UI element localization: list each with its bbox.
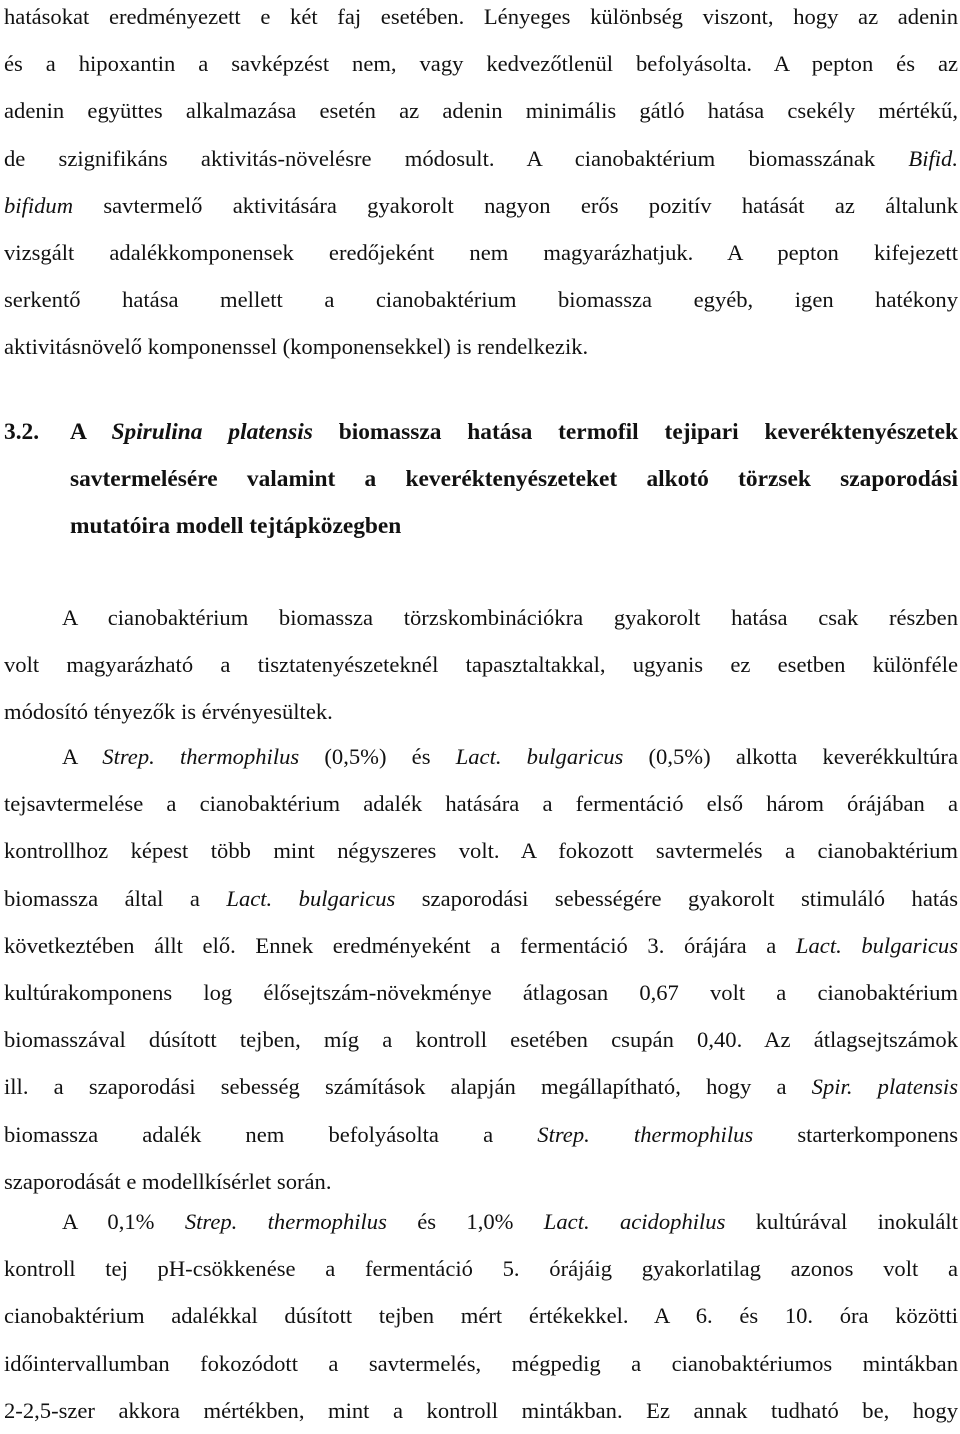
species-name: Strep. thermophilus (102, 744, 300, 769)
text-line: serkentő hatása mellett a cianobaktérium biomassza egyéb, igen hatékony (4, 287, 958, 313)
text-line: A cianobaktérium biomassza törzskombinációkra gyakorolt hatása csak részben (62, 605, 958, 630)
species-name: Lact. bulgaricus (455, 744, 624, 769)
heading-text: A (70, 419, 112, 445)
text-line: kontroll tej pH-csökkenése a fermentáció 5. órájáig gyakorlatilag azonos volt a (4, 1256, 958, 1282)
section-number: 3.2. (4, 419, 40, 445)
species-name: Lact. bulgaricus (226, 885, 396, 911)
heading-line: mutatóira modell tejtápközegben (70, 513, 402, 539)
text-line: módosító tényezők is érvényesültek. (4, 699, 333, 725)
text-line (4, 182, 958, 229)
text-line (4, 1111, 958, 1158)
text-run: következtében állt elő. Ennek eredményeként a fermentáció 3. órájára a (4, 932, 796, 958)
text-line (4, 1198, 958, 1245)
text-line: volt magyarázható a tisztatenyészeteknél tapasztaltakkal, ugyanis ez esetben különféle (4, 652, 958, 678)
species-name: Lact. acidophilus (543, 1209, 726, 1234)
text-line: cianobaktérium adalékkal dúsított tejben mért értékekkel. A 6. és 10. óra közötti (4, 1303, 958, 1329)
species-name: bifidum (4, 192, 74, 218)
text-line: adenin együttes alkalmazása esetén az adenin minimális gátló hatása csekély mértékű, (4, 98, 958, 124)
text-line: tejsavtermelése a cianobaktérium adalék hatására a fermentáció első három órájában a (4, 791, 958, 817)
species-name: Strep. thermophilus (537, 1121, 754, 1147)
text-run: A 0,1% (62, 1209, 185, 1234)
text-line (4, 1063, 958, 1110)
paragraph-thermophilus-bulgaricus (4, 733, 958, 1205)
heading-text: biomassza hatása termofil tejipari keveréktenyészetek (312, 419, 958, 445)
section-heading (4, 409, 958, 550)
heading-line: savtermelésére valamint a keveréktenyészeteket alkotó törzsek szaporodási (70, 466, 958, 492)
text-line: időintervallumban fokozódott a savtermelés, mégpedig a cianobaktériumos mintákban (4, 1350, 958, 1376)
text-line: szaporodását e modellkísérlet során. (4, 1168, 332, 1194)
text-run: starterkomponens (753, 1121, 958, 1147)
text-run: ill. a szaporodási sebesség számítások alapján megállapítható, hogy a (4, 1074, 812, 1100)
text-run: A (62, 744, 103, 769)
text-line: és a hipoxantin a savképzést nem, vagy kedvezőtlenül befolyásolta. A pepton és az (4, 51, 958, 77)
text-run: biomassza adalék nem befolyásolta a (4, 1121, 538, 1147)
heading-line (70, 409, 958, 456)
species-name: Strep. thermophilus (184, 1209, 387, 1234)
text-line: vizsgált adalékkomponensek eredőjeként nem magyarázhatjuk. A pepton kifejezett (4, 240, 958, 266)
paragraph-acidophilus-ph (4, 1198, 958, 1434)
text-run: (0,5%) és (299, 744, 456, 769)
text-line (4, 875, 958, 922)
paragraph-strain-combinations (4, 594, 958, 736)
text-line: 2-2,5-szer akkora mértékben, mint a kontroll mintákban. Ez annak tudható be, hogy (4, 1397, 958, 1423)
text-run: és 1,0% (386, 1209, 544, 1234)
text-run: biomassza által a (4, 885, 227, 911)
text-run: szaporodási sebességére gyakorolt stimuláló hatás (395, 885, 958, 911)
species-name: Spirulina platensis (111, 419, 313, 445)
species-name: Spir. platensis (811, 1074, 959, 1100)
text-line: kultúrakomponens log élősejtszám-növekménye átlagosan 0,67 volt a cianobaktérium (4, 980, 958, 1006)
text-line: hatásokat eredményezett e két faj esetében. Lényeges különbség viszont, hogy az adenin (4, 4, 958, 29)
text-line (4, 922, 958, 969)
text-line: kontrollhoz képest több mint négyszeres volt. A fokozott savtermelés a cianobaktérium (4, 838, 958, 864)
species-name: Bifid. (908, 145, 958, 171)
text-line: biomasszával dúsított tejben, míg a kontroll esetében csupán 0,40. Az átlagsejtszámok (4, 1027, 958, 1053)
text-run: kultúrával inokulált (725, 1209, 958, 1234)
text-run: (0,5%) alkotta keverékkultúra (623, 744, 958, 769)
text-run: de szignifikáns aktivitás-növelésre módosult. A cianobaktérium biomasszának (4, 145, 909, 171)
paragraph-adenin-pepton (4, 0, 958, 371)
text-line (4, 733, 958, 780)
text-line (4, 135, 958, 182)
text-line: aktivitásnövelő komponenssel (komponensekkel) is rendelkezik. (4, 334, 589, 360)
text-run: savtermelő aktivitására gyakorolt nagyon erős pozitív hatását az általunk (73, 192, 958, 218)
species-name: Lact. bulgaricus (795, 932, 958, 958)
